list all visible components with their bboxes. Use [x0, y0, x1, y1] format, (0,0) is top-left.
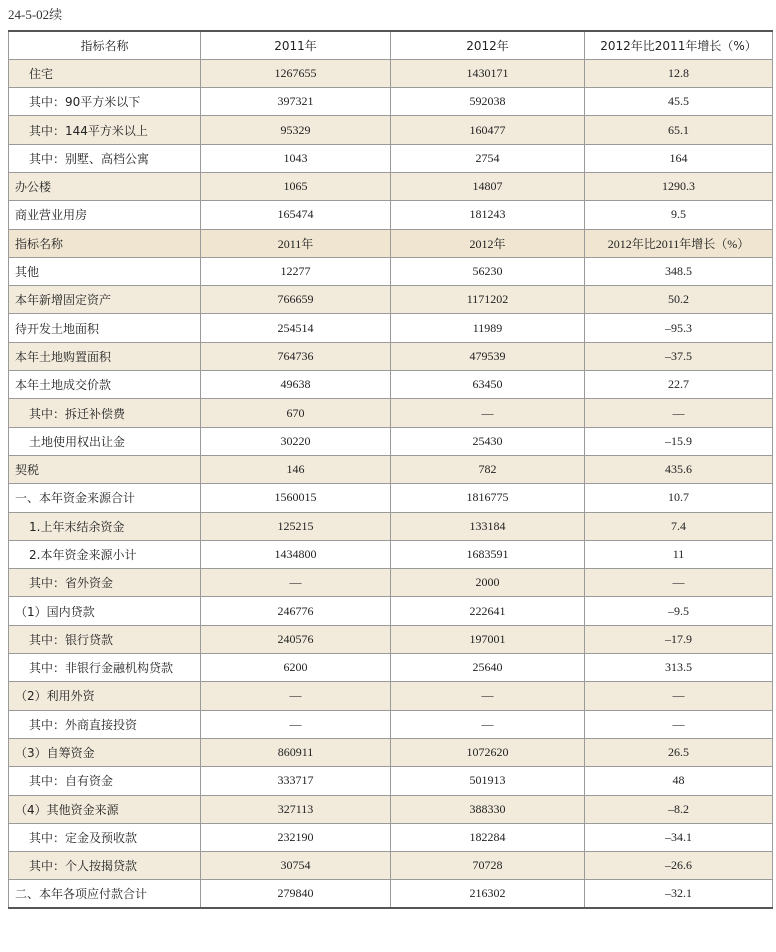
value-2012: 1816775: [391, 484, 585, 512]
table-row: [9, 399, 773, 427]
row-label: 商业营业用房: [9, 201, 201, 229]
table-row: [9, 512, 773, 540]
table-row: [9, 710, 773, 738]
value-2011: 764736: [201, 342, 391, 370]
table-row: [9, 342, 773, 370]
value-2011: 279840: [201, 880, 391, 908]
row-label: 其中：别墅、高档公寓: [9, 144, 201, 172]
row-label: 本年新增固定资产: [9, 286, 201, 314]
table-row: [9, 371, 773, 399]
table-caption: 24-5-02续: [8, 7, 63, 22]
value-2011: —: [201, 569, 391, 597]
value-2011: 95329: [201, 116, 391, 144]
value-2011: 333717: [201, 767, 391, 795]
value-2012: 2754: [391, 144, 585, 172]
value-growth: 48: [585, 767, 773, 795]
value-2012: 2012年: [391, 229, 585, 257]
row-label: 1.上年末结余资金: [9, 512, 201, 540]
value-growth: 2012年比2011年增长（%）: [585, 229, 773, 257]
value-2012: 782: [391, 455, 585, 483]
value-2012: 501913: [391, 767, 585, 795]
table-row: [9, 427, 773, 455]
row-label: 待开发土地面积: [9, 314, 201, 342]
value-growth: —: [585, 569, 773, 597]
table-row: [9, 59, 773, 87]
value-2012: —: [391, 399, 585, 427]
value-2012: 133184: [391, 512, 585, 540]
value-growth: 164: [585, 144, 773, 172]
value-2012: 63450: [391, 371, 585, 399]
value-2011: 165474: [201, 201, 391, 229]
value-growth: 7.4: [585, 512, 773, 540]
row-label: 住宅: [9, 59, 201, 87]
value-growth: –8.2: [585, 795, 773, 823]
table-row: [9, 455, 773, 483]
value-growth: –26.6: [585, 852, 773, 880]
value-2011: 1560015: [201, 484, 391, 512]
value-2011: 1434800: [201, 540, 391, 568]
value-2011: 2011年: [201, 229, 391, 257]
value-2012: 56230: [391, 257, 585, 285]
value-2011: 254514: [201, 314, 391, 342]
value-2012: 216302: [391, 880, 585, 908]
table-row: [9, 795, 773, 823]
table-row: [9, 597, 773, 625]
value-2011: —: [201, 682, 391, 710]
value-growth: 22.7: [585, 371, 773, 399]
table-row: [9, 144, 773, 172]
value-2012: 479539: [391, 342, 585, 370]
row-label: 其中：定金及预收款: [9, 823, 201, 851]
row-label: 其中：144平方米以上: [9, 116, 201, 144]
value-growth: —: [585, 682, 773, 710]
value-2012: 592038: [391, 88, 585, 116]
value-2011: 125215: [201, 512, 391, 540]
value-growth: —: [585, 710, 773, 738]
value-2012: 11989: [391, 314, 585, 342]
table-row: [9, 569, 773, 597]
value-2011: 146: [201, 455, 391, 483]
table-row: [9, 823, 773, 851]
value-2012: 1171202: [391, 286, 585, 314]
row-label: 办公楼: [9, 172, 201, 200]
value-2011: 232190: [201, 823, 391, 851]
value-growth: 435.6: [585, 455, 773, 483]
row-label: 土地使用权出让金: [9, 427, 201, 455]
value-2012: 25640: [391, 654, 585, 682]
value-2012: 1430171: [391, 59, 585, 87]
value-2011: 397321: [201, 88, 391, 116]
row-label: 其他: [9, 257, 201, 285]
value-growth: 45.5: [585, 88, 773, 116]
value-2012: 197001: [391, 625, 585, 653]
row-label: 指标名称: [9, 229, 201, 257]
value-2012: 1072620: [391, 738, 585, 766]
value-growth: 11: [585, 540, 773, 568]
value-growth: –37.5: [585, 342, 773, 370]
value-growth: –15.9: [585, 427, 773, 455]
value-growth: –9.5: [585, 597, 773, 625]
value-growth: —: [585, 399, 773, 427]
table-row: [9, 625, 773, 653]
value-2012: 388330: [391, 795, 585, 823]
value-2011: 30220: [201, 427, 391, 455]
row-label: 其中：银行贷款: [9, 625, 201, 653]
value-2011: 670: [201, 399, 391, 427]
table-row: [9, 201, 773, 229]
value-2011: 246776: [201, 597, 391, 625]
value-2011: 49638: [201, 371, 391, 399]
table-row: [9, 88, 773, 116]
table-header-row: [9, 31, 773, 59]
table-row: [9, 172, 773, 200]
value-growth: 313.5: [585, 654, 773, 682]
value-growth: 50.2: [585, 286, 773, 314]
row-label: 二、本年各项应付款合计: [9, 880, 201, 908]
table-row: [9, 654, 773, 682]
value-2011: 6200: [201, 654, 391, 682]
value-growth: 1290.3: [585, 172, 773, 200]
value-2011: 1065: [201, 172, 391, 200]
value-2011: —: [201, 710, 391, 738]
header-2011: 2011年: [201, 31, 391, 59]
row-label: 其中：外商直接投资: [9, 710, 201, 738]
value-2012: 2000: [391, 569, 585, 597]
row-label: 2.本年资金来源小计: [9, 540, 201, 568]
value-2012: 222641: [391, 597, 585, 625]
row-label: 本年土地成交价款: [9, 371, 201, 399]
value-2012: 182284: [391, 823, 585, 851]
value-2011: 1043: [201, 144, 391, 172]
table-row: [9, 116, 773, 144]
row-label: 本年土地购置面积: [9, 342, 201, 370]
row-label: 其中：非银行金融机构贷款: [9, 654, 201, 682]
value-growth: 9.5: [585, 201, 773, 229]
value-2012: —: [391, 682, 585, 710]
row-label: （4）其他资金来源: [9, 795, 201, 823]
value-2011: 766659: [201, 286, 391, 314]
value-2011: 240576: [201, 625, 391, 653]
value-2012: 181243: [391, 201, 585, 229]
value-growth: –17.9: [585, 625, 773, 653]
repeated-header-row: [9, 229, 773, 257]
table-row: [9, 852, 773, 880]
value-2012: 1683591: [391, 540, 585, 568]
table-row: [9, 257, 773, 285]
header-2012: 2012年: [391, 31, 585, 59]
value-2012: 160477: [391, 116, 585, 144]
table-row: [9, 484, 773, 512]
row-label: 其中：自有资金: [9, 767, 201, 795]
row-label: 其中：省外资金: [9, 569, 201, 597]
header-indicator-name: 指标名称: [9, 31, 201, 59]
value-growth: –34.1: [585, 823, 773, 851]
table-row: [9, 738, 773, 766]
table-row: [9, 880, 773, 908]
header-growth: 2012年比2011年增长（%）: [585, 31, 773, 59]
table-row: [9, 767, 773, 795]
row-label: 契税: [9, 455, 201, 483]
value-growth: –95.3: [585, 314, 773, 342]
value-2012: 14807: [391, 172, 585, 200]
table-row: [9, 540, 773, 568]
row-label: （1）国内贷款: [9, 597, 201, 625]
value-growth: –32.1: [585, 880, 773, 908]
value-2011: 860911: [201, 738, 391, 766]
value-2011: 12277: [201, 257, 391, 285]
value-growth: 12.8: [585, 59, 773, 87]
row-label: 其中：90平方米以下: [9, 88, 201, 116]
value-growth: 348.5: [585, 257, 773, 285]
value-2012: —: [391, 710, 585, 738]
table-row: [9, 314, 773, 342]
value-growth: 10.7: [585, 484, 773, 512]
value-2012: 70728: [391, 852, 585, 880]
row-label: 其中：拆迁补偿费: [9, 399, 201, 427]
value-2011: 1267655: [201, 59, 391, 87]
value-2011: 30754: [201, 852, 391, 880]
row-label: （3）自筹资金: [9, 738, 201, 766]
row-label: 一、本年资金来源合计: [9, 484, 201, 512]
value-growth: 65.1: [585, 116, 773, 144]
row-label: （2）利用外资: [9, 682, 201, 710]
table-row: [9, 286, 773, 314]
value-2012: 25430: [391, 427, 585, 455]
value-growth: 26.5: [585, 738, 773, 766]
statistics-table: [8, 30, 773, 909]
table-row: [9, 682, 773, 710]
row-label: 其中：个人按揭贷款: [9, 852, 201, 880]
value-2011: 327113: [201, 795, 391, 823]
